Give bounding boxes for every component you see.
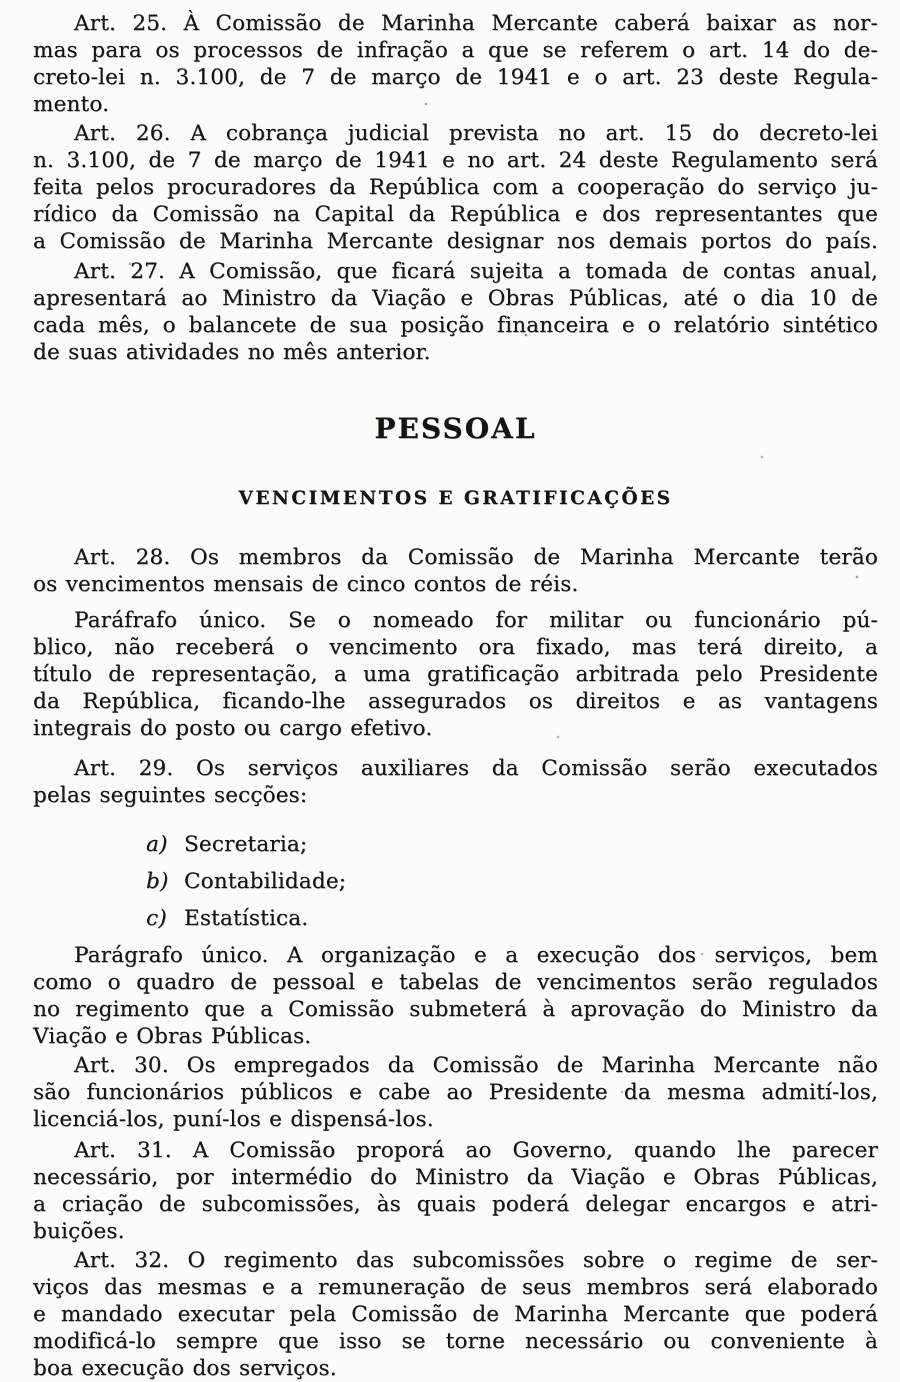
text-line: n. 3.100, de 7 de março de 1941 e no art. 24 deste Regulamento será	[33, 148, 878, 173]
paragraph-art-32	[33, 1247, 878, 1382]
paragraph-art-30	[33, 1052, 878, 1133]
paragraph-art-29	[33, 755, 878, 809]
text-line: pelas seguintes secções:	[33, 783, 308, 808]
text-line: integrais do posto ou cargo efetivo.	[33, 716, 433, 741]
text-line: blico, não receberá o vencimento ora fixado, mas terá direito, a	[33, 635, 878, 660]
text-line: Art. 26. A cobrança judicial prevista no art. 15 do decreto-lei	[74, 121, 878, 146]
text-line: boa execução dos serviços.	[33, 1356, 337, 1381]
text-line: Paráfrafo único. Se o nomeado for militar ou funcionário pú-	[74, 608, 878, 633]
list-item-text: Contabilidade;	[184, 869, 347, 894]
subsection-heading-vencimentos-e-gratificacoes: VENCIMENTOS E GRATIFICAÇÕES	[238, 488, 673, 509]
text-line: rídico da Comissão na Capital da República e dos representantes que	[33, 202, 878, 227]
text-line: modificá-lo sempre que isso se torne necessário ou conveniente à	[33, 1329, 878, 1354]
text-line: creto-lei n. 3.100, de 7 de março de 1941 e o art. 23 deste Regula-	[33, 65, 878, 90]
text-line: apresentará ao Ministro da Viação e Obras Públicas, até o dia 10 de	[33, 286, 878, 311]
text-line: os vencimentos mensais de cinco contos de réis.	[33, 572, 579, 597]
text-line: mento.	[33, 92, 110, 117]
text-line: no regimento que a Comissão submeterá à aprovação do Ministro da	[33, 997, 878, 1022]
list-item-marker: a)	[146, 832, 168, 857]
section-heading-pessoal: PESSOAL	[374, 412, 537, 445]
text-line: Art. 29. Os serviços auxiliares da Comissão serão executados	[74, 756, 878, 781]
text-line: licenciá-los, puní-los e dispensá-los.	[33, 1107, 434, 1132]
text-line: cada mês, o balancete de sua posição financeira e o relatório sintético	[33, 313, 878, 338]
text-line: como o quadro de pessoal e tabelas de vencimentos serão regulados	[33, 970, 878, 995]
text-line: Parágrafo único. A organização e a execução dos serviços, bem	[74, 943, 878, 968]
text-line: mas para os processos de infração a que se referem o art. 14 do de-	[33, 38, 878, 63]
text-line: Art. 27. A Comissão, que ficará sujeita a tomada de contas anual,	[74, 259, 878, 284]
text-line: feita pelos procuradores da República com a cooperação do serviço ju-	[33, 175, 878, 200]
list-item	[146, 831, 878, 858]
text-line: Art. 30. Os empregados da Comissão de Marinha Mercante não	[74, 1053, 878, 1078]
text-line: de suas atividades no mês anterior.	[33, 340, 431, 365]
text-line: título de representação, a uma gratificação arbitrada pelo Presidente	[33, 662, 878, 687]
paragraph-art-26	[33, 120, 878, 255]
text-line: Art. 31. A Comissão proporá ao Governo, quando lhe parecer	[74, 1138, 878, 1163]
list-item-marker: c)	[146, 906, 167, 931]
list-item-marker: b)	[146, 869, 169, 894]
text-line: a Comissão de Marinha Mercante designar nos demais portos do país.	[33, 229, 878, 254]
text-line: Art. 25. À Comissão de Marinha Mercante caberá baixar as nor-	[74, 11, 878, 36]
text-line: a criação de subcomissões, às quais poderá delegar encargos e atri-	[33, 1192, 878, 1217]
paragraph-paragrafo-unico-art-28	[33, 607, 878, 742]
text-line: são funcionários públicos e cabe ao Presidente da mesma admití-los,	[33, 1080, 878, 1105]
text-line: Art. 28. Os membros da Comissão de Marinha Mercante terão	[74, 545, 878, 570]
text-line: viços das mesmas e a remuneração de seus membros será elaborado	[33, 1275, 878, 1300]
text-line: Viação e Obras Públicas.	[33, 1024, 312, 1049]
text-line: e mandado executar pela Comissão de Marinha Mercante que poderá	[33, 1302, 878, 1327]
text-line: da República, ficando-lhe assegurados os direitos e as vantagens	[33, 689, 878, 714]
paragraph-art-31	[33, 1137, 878, 1245]
list-item	[146, 868, 878, 895]
text-line: Art. 32. O regimento das subcomissões sobre o regime de ser-	[74, 1248, 878, 1273]
text-line: buições.	[33, 1219, 125, 1244]
list-item-text: Estatística.	[184, 906, 309, 931]
text-line: necessário, por intermédio do Ministro da Viação e Obras Públicas,	[33, 1165, 878, 1190]
paragraph-paragrafo-unico-art-29	[33, 942, 878, 1050]
paragraph-art-27	[33, 258, 878, 366]
sections-list	[33, 831, 878, 932]
paragraph-art-28	[33, 544, 878, 598]
paragraph-art-25	[33, 10, 878, 118]
list-item-text: Secretaria;	[184, 832, 308, 857]
list-item	[146, 905, 878, 932]
